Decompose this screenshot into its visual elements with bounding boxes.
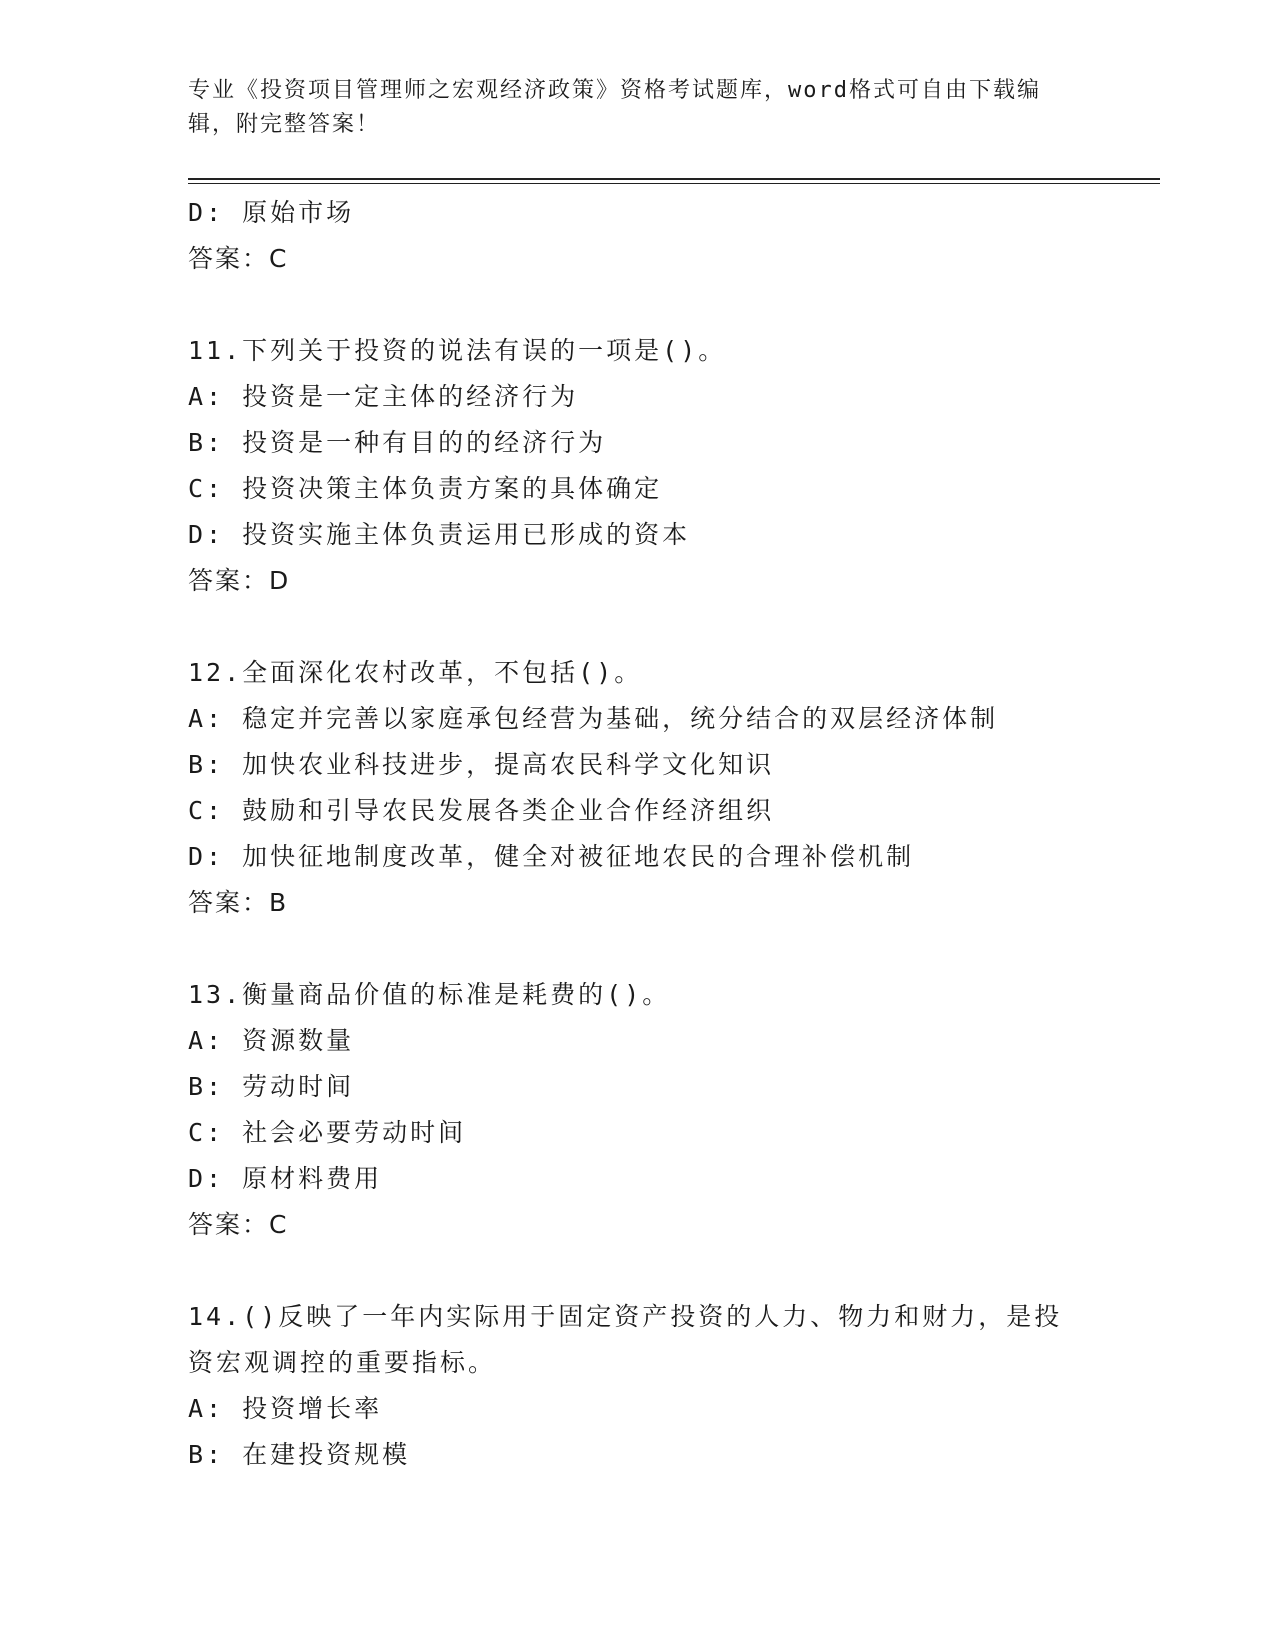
question-stem: 12.全面深化农村改革，不包括()。 [188, 658, 643, 687]
option-a: A: 投资是一定主体的经济行为 [188, 382, 579, 411]
page-header: 专业《投资项目管理师之宏观经济政策》资格考试题库，word格式可自由下载编辑，附完整答案！ [188, 78, 1041, 137]
spacer [188, 926, 1088, 972]
option-b: B: 加快农业科技进步，提高农民科学文化知识 [188, 750, 775, 779]
option-d: D: 原材料费用 [188, 1164, 383, 1193]
option-c: C: 鼓励和引导农民发展各类企业合作经济组织 [188, 796, 775, 825]
answer: 答案：C [188, 1210, 289, 1239]
question-13 [188, 972, 1088, 1248]
header-divider [188, 178, 1160, 180]
question-content [188, 190, 1088, 1478]
option-d: D: 投资实施主体负责运用已形成的资本 [188, 520, 691, 549]
option-c: C: 投资决策主体负责方案的具体确定 [188, 474, 663, 503]
option-d: D: 加快征地制度改革，健全对被征地农民的合理补偿机制 [188, 842, 915, 871]
answer: 答案：D [188, 566, 291, 595]
question-stem: 14.()反映了一年内实际用于固定资产投资的人力、物力和财力，是投资宏观调控的重要指标。 [188, 1302, 1063, 1377]
answer: 答案：B [188, 888, 289, 917]
option-d-previous: D: 原始市场 [188, 198, 355, 227]
option-c: C: 社会必要劳动时间 [188, 1118, 467, 1147]
spacer [188, 604, 1088, 650]
option-b: B: 在建投资规模 [188, 1440, 411, 1469]
option-b: B: 投资是一种有目的的经济行为 [188, 428, 607, 457]
question-14 [188, 1294, 1088, 1478]
option-b: B: 劳动时间 [188, 1072, 355, 1101]
option-a: A: 资源数量 [188, 1026, 355, 1055]
spacer [188, 1248, 1088, 1294]
question-stem: 13.衡量商品价值的标准是耗费的()。 [188, 980, 671, 1009]
option-a: A: 稳定并完善以家庭承包经营为基础，统分结合的双层经济体制 [188, 704, 999, 733]
spacer [188, 282, 1088, 328]
answer-previous: 答案：C [188, 244, 289, 273]
option-a: A: 投资增长率 [188, 1394, 383, 1423]
question-12 [188, 650, 1088, 926]
question-stem: 11.下列关于投资的说法有误的一项是()。 [188, 336, 727, 365]
question-11 [188, 328, 1088, 604]
header-divider-thin [188, 183, 1160, 184]
